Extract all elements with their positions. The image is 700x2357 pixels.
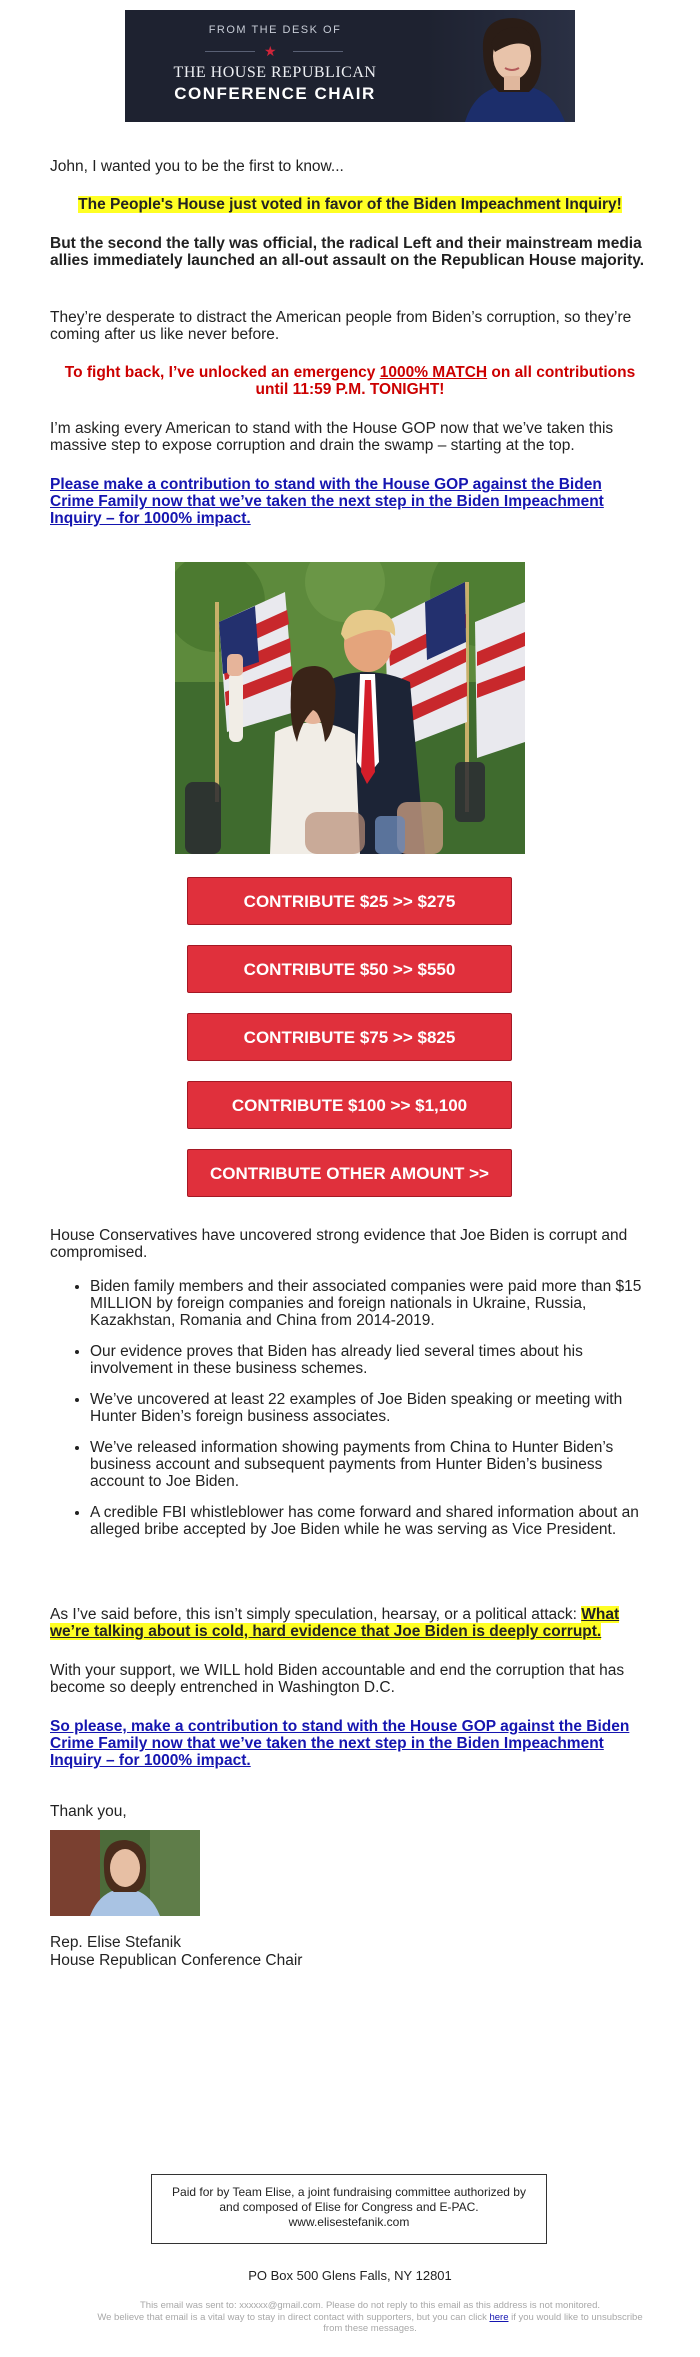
- unsubscribe-link[interactable]: here: [489, 2312, 509, 2323]
- sent-to-notice: This email was sent to: xxxxxx@gmail.com. Please do not reply to this email as this address is not monitored.: [139, 2300, 601, 2311]
- mailing-address: PO Box 500 Glens Falls, NY 12801: [248, 2268, 452, 2283]
- paragraph-distract: They’re desperate to distract the American people from Biden’s corruption, so they’re coming after us like never before.: [50, 309, 632, 343]
- paragraph-asking: I’m asking every American to stand with the House GOP now that we’ve taken this massive step to expose corruption and drain the swamp – starting at the top.: [50, 420, 614, 454]
- star-icon: ★: [264, 43, 277, 59]
- unsubscribe-pre: We believe that email is a vital way to stay in direct contact with supporters, but you can click: [97, 2312, 490, 2323]
- paragraph-support: With your support, we WILL hold Biden accountable and end the corruption that has become so deeply entrenched in Washington D.C.: [50, 1662, 625, 1696]
- signature-photo: [50, 1830, 200, 1916]
- list-item: • Our evidence proves that Biden has already lied several times about his involvement in these business schemes.: [90, 1343, 650, 1377]
- header-from-desk: FROM THE DESK OF: [208, 24, 342, 36]
- paragraph-said-before: [50, 1606, 650, 1640]
- contribute-link-2[interactable]: So please, make a contribution to stand with the House GOP against the Biden Crime Family now that we’ve taken the next step in the Biden Impeachment Inquiry – for 1000% impact.: [50, 1718, 630, 1769]
- list-item: • Biden family members and their associated companies were paid more than $15 MILLION by foreign companies and foreign nationals in Ukraine, Russia, Kazakhstan, Romania and China from 2014-2019.: [90, 1278, 650, 1329]
- signoff-thanks: Thank you,: [50, 1803, 127, 1820]
- evidence-intro: House Conservatives have uncovered strong evidence that Joe Biden is corrupt and compromised.: [50, 1227, 628, 1261]
- said-before-highlight: What we’re talking about is cold, hard evidence that Joe Biden is deeply corrupt.: [50, 1606, 620, 1640]
- greeting-text: John, I wanted you to be the first to know...: [50, 158, 344, 175]
- contribute-other-amount-button[interactable]: CONTRIBUTE OTHER AMOUNT >>: [187, 1149, 512, 1197]
- contribute-25-button[interactable]: CONTRIBUTE $25 >> $275: [187, 877, 512, 925]
- unsubscribe-post: if you would like to unsubscribe from these messages.: [323, 2312, 643, 2334]
- said-before-text: As I’ve said before, this isn’t simply speculation, hearsay, or a political attack:: [50, 1606, 582, 1623]
- list-item: • We’ve uncovered at least 22 examples of Joe Biden speaking or meeting with Hunter Biden’s foreign business associates.: [90, 1391, 650, 1425]
- match-alert-post: on all contributions until 11:59 P.M. TONIGHT!: [255, 364, 636, 398]
- signoff-name: Rep. Elise Stefanik: [50, 1934, 181, 1951]
- contribute-link-1[interactable]: Please make a contribution to stand with the House GOP against the Biden Crime Family now that we’ve taken the next step in the Biden Impeachment Inquiry – for 1000% impact.: [50, 476, 604, 527]
- evidence-list: [50, 1278, 650, 1552]
- cta-paragraph-1: [50, 476, 650, 527]
- match-alert-pre: To fight back, I’ve unlocked an emergency: [64, 364, 380, 381]
- signoff-title: House Republican Conference Chair: [50, 1952, 303, 1969]
- header-title-line1: THE HOUSE REPUBLICAN: [173, 64, 377, 81]
- event-photo: [175, 562, 525, 854]
- contribute-75-button[interactable]: CONTRIBUTE $75 >> $825: [187, 1013, 512, 1061]
- contribute-100-button[interactable]: CONTRIBUTE $100 >> $1,100: [187, 1081, 512, 1129]
- cta-paragraph-2: [50, 1718, 650, 1769]
- header-rule-left: [205, 51, 255, 52]
- match-alert-emphasis: 1000% MATCH: [379, 364, 488, 381]
- match-alert: [50, 364, 650, 398]
- list-item: • We’ve released information showing payments from China to Hunter Biden’s business account and subsequent payments from Hunter Biden’s business account to Joe Biden.: [90, 1439, 650, 1490]
- paragraph-assault: But the second the tally was official, the radical Left and their mainstream media allies immediately launched an all-out assault on the Republican House majority.: [50, 235, 645, 269]
- headline-highlight: The People's House just voted in favor of the Biden Impeachment Inquiry!: [78, 196, 622, 213]
- header-banner: [125, 10, 575, 122]
- contribute-50-button[interactable]: CONTRIBUTE $50 >> $550: [187, 945, 512, 993]
- header-title-line2: CONFERENCE CHAIR: [174, 84, 376, 103]
- header-portrait-image: [425, 10, 575, 122]
- headline: [50, 196, 650, 213]
- paid-for-disclaimer: Paid for by Team Elise, a joint fundraising committee authorized by and composed of Elise for Congress and E-PAC. www.elisestefanik.com: [151, 2174, 547, 2244]
- header-rule-right: [293, 51, 343, 52]
- unsubscribe-notice: [90, 2312, 650, 2334]
- list-item: • A credible FBI whistleblower has come forward and shared information about an alleged bribe accepted by Joe Biden while he was serving as Vice President.: [90, 1504, 650, 1538]
